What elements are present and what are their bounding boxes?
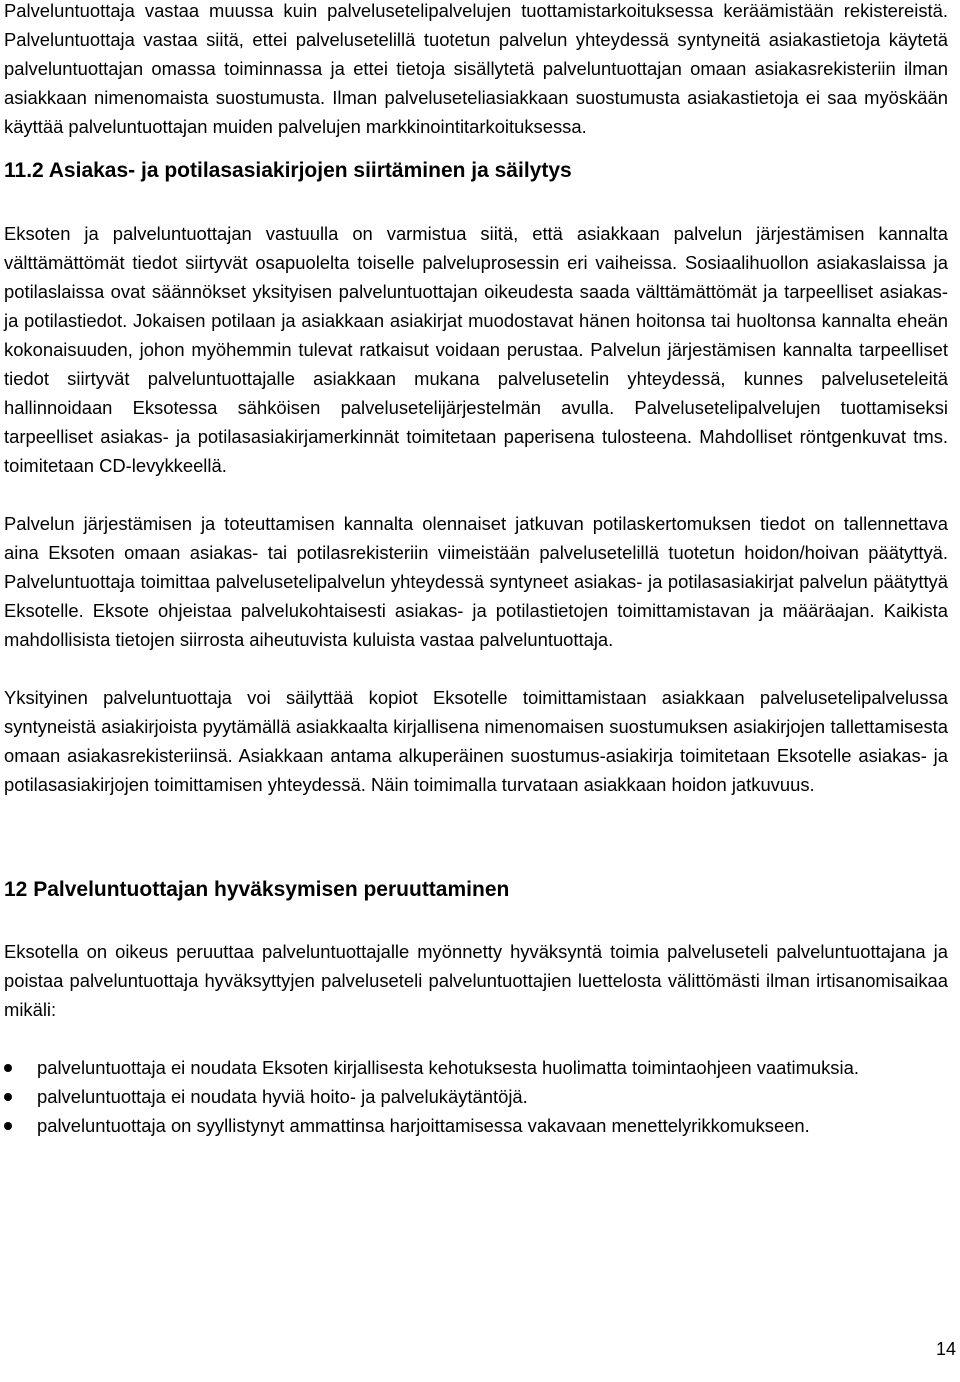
page-number: 14	[935, 1339, 956, 1359]
list-item-text: palveluntuottaja ei noudata Eksoten kirjallisesta kehotuksesta huolimatta toimintaohjeen vaatimuksia.	[37, 1057, 859, 1078]
list-item	[4, 1082, 948, 1111]
paragraph-storage: Palvelun järjestämisen ja toteuttamisen kannalta olennaiset jatkuvan potilaskertomuksen tiedot on tallennettava aina Eksoten omaan asiakas- tai potilasrekisteriin viimeistään palvelusetelillä tuotetun hoidon/hoivan päätyttyä. Palveluntuottaja toimittaa palvelusetelipalvelun yhteydessä syntyneet asiakas- ja potilasasiakirjat palvelun päätyttyä Eksotelle. Eksote ohjeistaa palvelukohtaisesti asiakas- ja potilastietojen toimittamistavan ja määräajan. Kaikista mahdollisista tietojen siirrosta aiheutuvista kuluista vastaa palveluntuottaja.	[4, 513, 948, 650]
list-item	[4, 1053, 948, 1082]
paragraph-copies: Yksityinen palveluntuottaja voi säilyttää kopiot Eksotelle toimittamistaan asiakkaan palvelusetelipalvelussa syntyneistä asiakirjoista pyytämällä asiakkaalta kirjallisena nimenomaisen suostumuksen asiakirjojen tallettamisesta omaan asiakasrekisteriinsä. Asiakkaan antama alkuperäinen suostumus-asiakirja toimitetaan Eksotelle asiakas- ja potilasasiakirjojen toimittamisen yhteydessä. Näin toimimalla turvataan asiakkaan hoidon jatkuvuus.	[4, 687, 948, 795]
paragraph-responsibility: Eksoten ja palveluntuottajan vastuulla on varmistua siitä, että asiakkaan palvelun järjestämisen kannalta välttämättömät tiedot siirtyvät osapuolelta toiselle palveluprosessin eri vaiheissa. Sosiaalihuollon asiakaslaissa ja potilaslaissa ovat säännökset yksityisen palveluntuottajan oikeudesta saada välttämättömät ja tarpeelliset asiakas- ja potilastiedot. Jokaisen potilaan ja asiakkaan asiakirjat muodostavat hänen hoitonsa tai huoltonsa kannalta eheän kokonaisuuden, johon myöhemmin tulevat ratkaisut voidaan perustaa. Palvelun järjestämisen kannalta tarpeelliset tiedot siirtyvät palveluntuottajalle asiakkaan mukana palvelusetelin yhteydessä, kunnes palveluseteleitä hallinnoidaan Eksotessa sähköisen palvelusetelijärjestelmän avulla. Palvelusetelipalvelujen tuottamiseksi tarpeelliset asiakas- ja potilasasiakirjamerkinnät toimitetaan paperisena tulosteena. Mahdolliset röntgenkuvat tms. toimitetaan CD-levykkeellä.	[4, 223, 948, 476]
list-item-text: palveluntuottaja ei noudata hyviä hoito- ja palvelukäytäntöjä.	[37, 1086, 528, 1107]
list-item	[4, 1111, 948, 1140]
bullet-icon	[4, 1093, 12, 1101]
paragraph-revocation: Eksotella on oikeus peruuttaa palveluntuottajalle myönnetty hyväksyntä toimia palveluseteli palveluntuottajana ja poistaa palveluntuottaja hyväksyttyjen palveluseteli palveluntuottajien luettelosta välittömästi ilman irtisanomisaikaa mikäli:	[4, 941, 948, 1020]
paragraph-data-collection: Palveluntuottaja vastaa muussa kuin palvelusetelipalvelujen tuottamistarkoituksessa keräämistään rekistereistä. Palveluntuottaja vastaa siitä, ettei palvelusetelillä tuotetun palvelun yhteydessä syntyneitä asiakastietoja käytetä palveluntuottajan omassa toiminnassa ja ettei tietoja sisällytetä palveluntuottajan omaan asiakasrekisteriin ilman asiakkaan nimenomaista suostumusta. Ilman palveluseteliasiakkaan suostumusta asiakastietoja ei saa myöskään käyttää palveluntuottajan muiden palvelujen markkinointitarkoituksessa.	[4, 0, 948, 137]
list-item-text: palveluntuottaja on syyllistynyt ammattinsa harjoittamisessa vakavaan menettelyrikkomukseen.	[37, 1115, 810, 1136]
bullet-icon	[4, 1122, 12, 1130]
section-heading-11-2: 11.2 Asiakas- ja potilasasiakirjojen siirtäminen ja säilytys	[4, 159, 572, 182]
document-page	[4, 0, 948, 1140]
section-heading-12: 12 Palveluntuottajan hyväksymisen peruuttaminen	[4, 878, 510, 901]
revocation-conditions-list	[4, 1053, 948, 1140]
bullet-icon	[4, 1064, 12, 1072]
